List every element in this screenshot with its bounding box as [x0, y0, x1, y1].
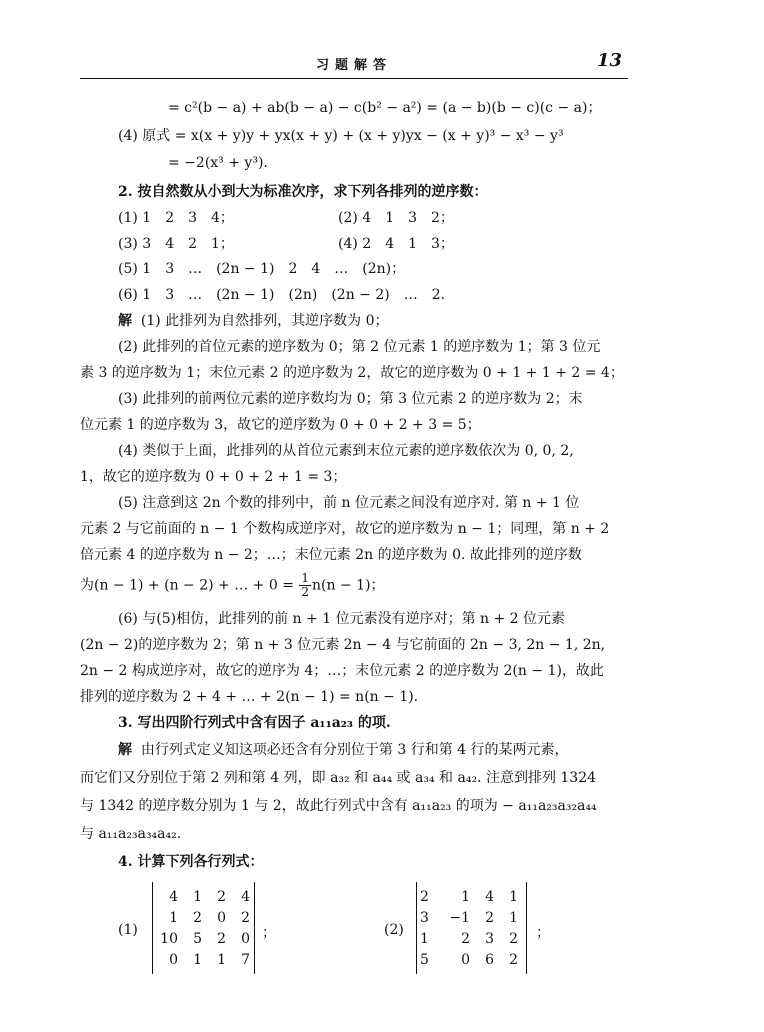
determinant-1-end: ；: [262, 925, 276, 941]
solution-2-line: [118, 311, 389, 331]
sum-result: n(n − 1)；: [312, 577, 385, 594]
problem-4-heading: 4. 计算下列各行列式：: [118, 854, 264, 870]
page-number: 13: [596, 50, 622, 71]
determinant-1: [152, 882, 262, 974]
determinant-bar-right: [526, 882, 527, 974]
text-line: (3) 此排列的前两位元素的逆序数均为 0；第 3 位元素 2 的逆序数为 2；末: [118, 391, 583, 407]
sum-expression: 为(n − 1) + (n − 2) + … + 0 =: [80, 577, 294, 594]
text-line: 素 3 的逆序数为 1；末位元素 2 的逆序数为 2，故它的逆序数为 0 + 1 + 1 + 2 = 4；: [80, 365, 624, 381]
matrix-entry: 3: [420, 909, 429, 926]
matrix-entry: 1: [217, 951, 226, 968]
matrix-entry: 1: [509, 909, 518, 926]
problem-2-heading: 2. 按自然数从小到大为标准次序，求下列各排列的逆序数：: [118, 184, 488, 200]
determinant-2: [416, 882, 536, 974]
matrix-entry: 0: [169, 951, 178, 968]
matrix-entry: 3: [485, 930, 494, 947]
determinant-2-end: ；: [536, 925, 550, 941]
matrix-entry: 2: [193, 909, 202, 926]
solution-3-line: [118, 740, 569, 760]
matrix-entry: 2: [241, 909, 250, 926]
matrix-entry: 0: [461, 951, 470, 968]
matrix-entry: 4: [241, 888, 250, 905]
fraction-one-half: $\frac{1}{2}$: [301, 571, 310, 599]
header-rule: [80, 78, 628, 79]
matrix-entry: 1: [509, 888, 518, 905]
text-line: 倍元素 4 的逆序数为 n − 2；…；末位元素 2n 的逆序数为 0. 故此排列的逆序数: [80, 547, 582, 563]
text-line: 2n − 2 构成逆序对，故它的逆序为 4；…；末位元素 2 的逆序数为 2(n − 1)，故此: [80, 663, 604, 679]
determinant-2-label: (2): [384, 922, 404, 938]
determinant-bar-right: [254, 882, 255, 974]
text-line: (4) 原式 = x(x + y)y + yx(x + y) + (x + y)yx − (x + y)³ − x³ − y³: [118, 128, 564, 144]
matrix-entry: 4: [169, 888, 178, 905]
matrix-entry: 1: [461, 888, 470, 905]
matrix-entry: 7: [241, 951, 250, 968]
determinant-1-matrix: [160, 886, 250, 970]
text-line: 位元素 1 的逆序数为 3，故它的逆序数为 0 + 0 + 2 + 3 = 5；: [80, 417, 481, 433]
text-line: (2) 此排列的首位元素的逆序数为 0；第 2 位元素 1 的逆序数为 1；第 3 位元: [118, 339, 601, 355]
matrix-entry: 6: [485, 951, 494, 968]
matrix-entry: 5: [420, 951, 429, 968]
matrix-entry: 1: [420, 930, 429, 947]
matrix-entry: 2: [509, 930, 518, 947]
solution-mark: 解: [118, 742, 132, 758]
solution-mark: 解: [118, 313, 132, 329]
matrix-entry: 1: [193, 951, 202, 968]
permutation-1: (1) 1 2 3 4；: [118, 210, 234, 226]
matrix-entry: 2: [420, 888, 429, 905]
permutation-4: (4) 2 4 1 3；: [338, 236, 454, 252]
matrix-entry: 1: [169, 909, 178, 926]
matrix-entry: 10: [160, 930, 178, 947]
determinant-bar-left: [152, 882, 153, 974]
text-line: 元素 2 与它前面的 n − 1 个数构成逆序对，故它的逆序数为 n − 1；同理，第 n + 2: [80, 521, 610, 537]
permutation-5: (5) 1 3 … (2n − 1) 2 4 … (2n)；: [118, 261, 406, 277]
matrix-entry: 1: [193, 888, 202, 905]
text-line: = c²(b − a) + ab(b − a) − c(b² − a²) = (a − b)(b − c)(c − a)；: [168, 100, 602, 116]
page-header: [80, 50, 628, 76]
text-line: 而它们又分别位于第 2 列和第 4 列，即 a₃₂ 和 a₄₄ 或 a₃₄ 和 a₄₂. 注意到排列 1324: [80, 770, 597, 786]
matrix-entry: 2: [461, 930, 470, 947]
permutation-6: (6) 1 3 … (2n − 1) (2n) (2n − 2) … 2.: [118, 287, 446, 303]
text-line: = −2(x³ + y³).: [168, 155, 268, 171]
matrix-entry: 2: [217, 930, 226, 947]
text-line: (4) 类似于上面，此排列的从首位元素到末位元素的逆序数依次为 0, 0, 2,: [118, 443, 574, 459]
matrix-entry: 0: [217, 909, 226, 926]
text-line: (6) 与(5)相仿，此排列的前 n + 1 位元素没有逆序对；第 n + 2 位元素: [118, 611, 566, 627]
text-line: 1，故它的逆序数为 0 + 0 + 2 + 1 = 3；: [80, 469, 347, 485]
problem-3-heading: 3. 写出四阶行列式中含有因子 a₁₁a₂₃ 的项.: [118, 715, 391, 731]
text-line: (5) 注意到这 2n 个数的排列中，前 n 位元素之间没有逆序对. 第 n + 1 位: [118, 495, 580, 511]
solution-3-text: 由行列式定义知这项必还含有分别位于第 3 行和第 4 行的某两元素，: [140, 742, 569, 758]
determinant-bar-left: [416, 882, 417, 974]
solution-2-part-1: (1) 此排列为自然排列，其逆序数为 0；: [140, 313, 389, 329]
matrix-entry: 2: [509, 951, 518, 968]
text-line: (2n − 2)的逆序数为 2；第 n + 3 位元素 2n − 4 与它前面的 2n − 3, 2n − 1, 2n,: [80, 637, 606, 653]
formula-line: [80, 572, 385, 599]
permutation-2: (2) 4 1 3 2；: [338, 210, 454, 226]
text-line: 与 a₁₁a₂₃a₃₄a₄₂.: [80, 826, 182, 842]
matrix-entry: 5: [193, 930, 202, 947]
matrix-entry: −1: [449, 909, 470, 926]
matrix-entry: 2: [485, 909, 494, 926]
running-title: 习题解答: [315, 58, 392, 73]
matrix-entry: 4: [485, 888, 494, 905]
matrix-entry: 0: [241, 930, 250, 947]
matrix-entry: 2: [217, 888, 226, 905]
text-line: 排列的逆序数为 2 + 4 + … + 2(n − 1) = n(n − 1).: [80, 689, 419, 705]
text-line: 与 1342 的逆序数分别为 1 与 2，故此行列式中含有 a₁₁a₂₃ 的项为 − a₁₁a₂₃a₃₂a₄₄: [80, 798, 597, 814]
determinant-2-matrix: [420, 886, 518, 970]
permutation-3: (3) 3 4 2 1；: [118, 236, 234, 252]
determinant-1-label: (1): [118, 922, 138, 938]
